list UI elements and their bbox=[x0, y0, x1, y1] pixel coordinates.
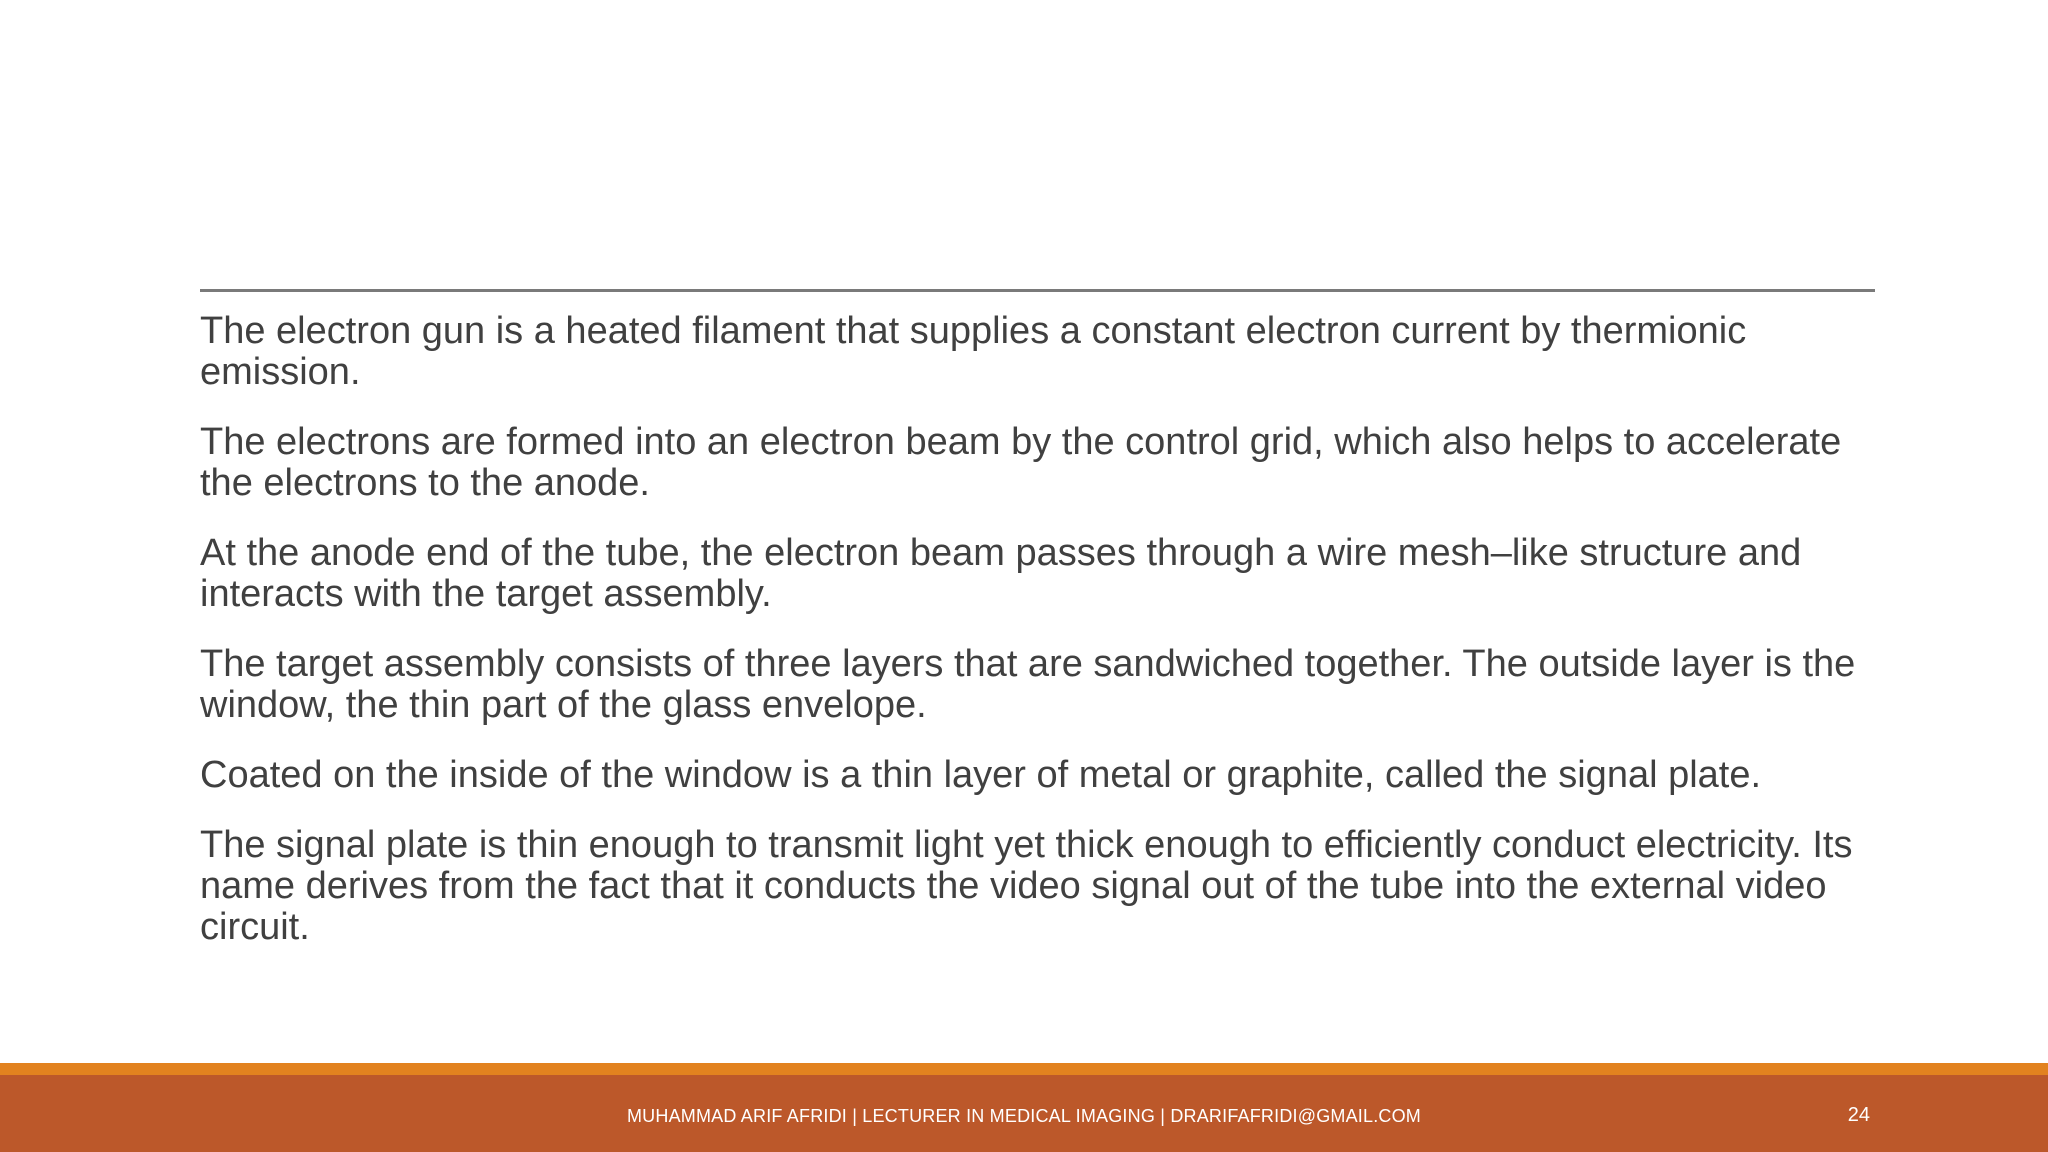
title-divider bbox=[200, 289, 1875, 292]
slide-body bbox=[200, 311, 1880, 977]
page-number: 24 bbox=[1847, 1104, 1870, 1126]
paragraph: The electrons are formed into an electron beam by the control grid, which also helps to accelerate the electrons to the anode. bbox=[200, 421, 1842, 504]
paragraph: The signal plate is thin enough to transmit light yet thick enough to efficiently conduct electricity. Its name derives from the fact that it conducts the video signal out of the tube into the external video circuit. bbox=[200, 824, 1853, 948]
paragraph: The electron gun is a heated filament that supplies a constant electron current by thermionic emission. bbox=[200, 310, 1747, 393]
footer-text: MUHAMMAD ARIF AFRIDI | LECTURER IN MEDICAL IMAGING | DRARIFAFRIDI@GMAIL.COM bbox=[626, 1106, 1422, 1126]
paragraph: The target assembly consists of three layers that are sandwiched together. The outside layer is the window, the thin part of the glass envelope. bbox=[200, 643, 1856, 726]
footer-accent-stripe bbox=[0, 1063, 2048, 1075]
paragraph: At the anode end of the tube, the electron beam passes through a wire mesh–like structure and interacts with the target assembly. bbox=[200, 532, 1802, 615]
paragraph: Coated on the inside of the window is a thin layer of metal or graphite, called the signal plate. bbox=[200, 754, 1762, 796]
